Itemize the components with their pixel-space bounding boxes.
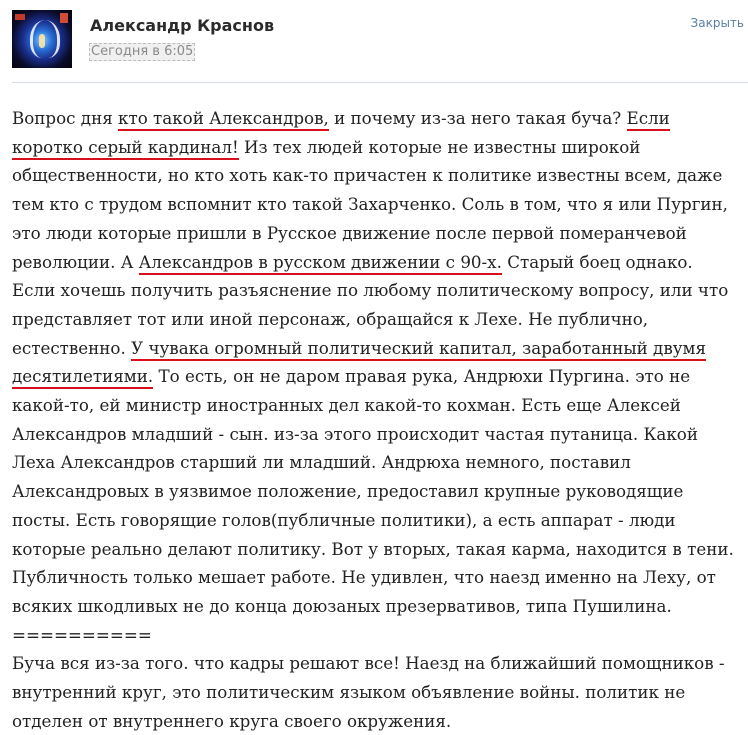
text-segment: Из тех людей которые не известны широкой общественности, но кто хоть как-то причастен к политике известны всем, даже тем кто с трудом вспомнит кто такой Захарченко. Соль в том, что я или Пургин, это люди которые пришли в Русское движение после первой померанчевой революции. А — [12, 136, 728, 272]
highlighted-phrase: Если коротко серый кардинал! — [12, 108, 670, 160]
text-segment: Старый боец однако. Если хочешь получить разъяснение по любому политическому вопросу, или что представляет тот или иной персонаж, обращайся к Лехе. Не публично, естественно. — [12, 251, 729, 358]
highlighted-phrase: Александров в русском движении с 90-х. — [139, 252, 502, 275]
post-paragraph — [12, 104, 740, 621]
post-body — [12, 104, 740, 735]
avatar-decoration — [15, 14, 25, 20]
author-name[interactable]: Александр Краснов — [90, 16, 275, 35]
post-paragraph: Буча вся из-за того. что кадры решают все! Наезд на ближайший помощников - внутренний круг, это политическим языком объявление войны. политик не отделен от внутреннего круга своего окружения. — [12, 653, 725, 731]
text-separator: ========== — [12, 624, 152, 645]
text-segment: То есть, он не даром правая рука, Андрюхи Пургина. это не какой-то, ей министр иностранных дел какой-то кохман. Есть еще Алексей Александров младший - сын. из-за этого происходит частая путаница. Какой Леха Александров старший ли младший. Андрюха немного, поставил Александровых в уязвимое положение, предоставил крупные руководящие посты. Есть говорящие голов(публичные политики), а есть аппарат - люди которые реально делают политику. Вот у вторых, такая карма, находится в тени. Публичность только мешает работе. Не удивлен, что наезд именно на Леху, от всяких шкодливых не до конца доюзаных презервативов, типа Пушилина. — [12, 366, 734, 616]
post-timestamp[interactable]: Сегодня в 6:05 — [91, 44, 194, 59]
highlighted-phrase: кто такой Александров, — [118, 108, 329, 131]
avatar-decoration — [60, 13, 68, 23]
close-button[interactable]: Закрыть — [690, 16, 744, 30]
avatar-spark-icon — [39, 34, 45, 48]
avatar[interactable] — [12, 10, 72, 68]
text-segment: и почему из-за него такая буча? — [328, 108, 627, 128]
header-divider — [12, 82, 748, 83]
text-segment: Вопрос дня — [12, 108, 119, 128]
highlighted-phrase: У чувака огромный политический капитал, заработанный двумя десятилетиями. — [12, 338, 706, 390]
avatar-emblem-icon — [30, 20, 60, 58]
